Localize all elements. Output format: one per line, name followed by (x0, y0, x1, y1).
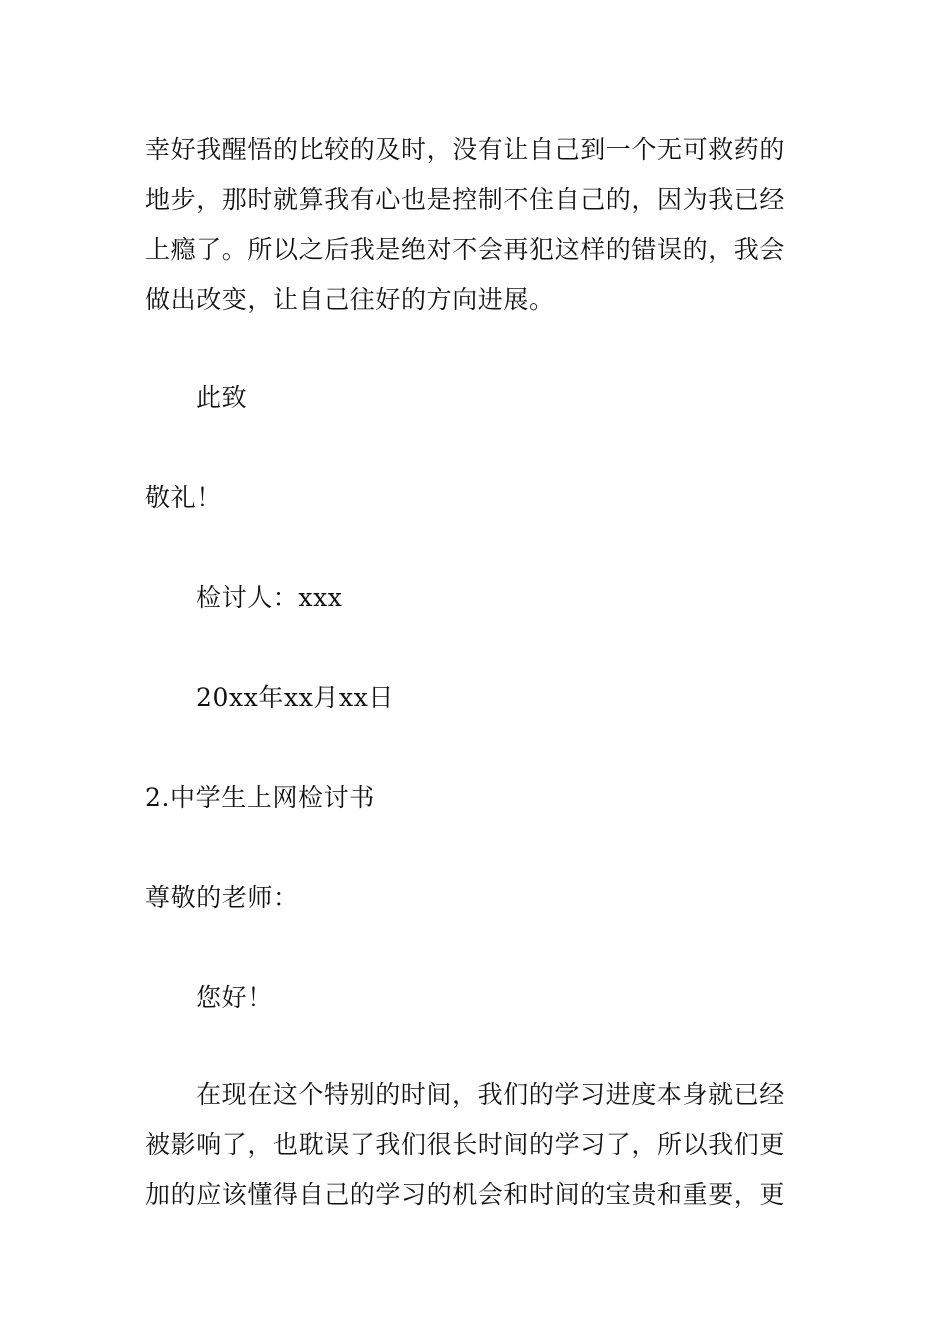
date-text: 20xx年xx月xx日 (196, 683, 395, 712)
paragraph1-line-3: 上瘾了。所以之后我是绝对不会再犯这样的错误的，我会 (145, 235, 786, 264)
paragraph1-line-2: 地步，那时就算我有心也是控制不住自己的，因为我已经 (145, 185, 786, 214)
paragraph1-line-1: 幸好我醒悟的比较的及时，没有让自己到一个无可救药的 (145, 135, 786, 164)
paragraph2-line-2: 被影响了，也耽误了我们很长时间的学习了，所以我们更 (145, 1130, 786, 1159)
section-title: 2.中学生上网检讨书 (145, 783, 375, 812)
greeting-text: 尊敬的老师： (145, 883, 299, 912)
signature-text: 检讨人：xxx (196, 583, 343, 612)
hello-text: 您好！ (196, 983, 273, 1012)
paragraph2-line-1: 在现在这个特别的时间，我们的学习进度本身就已经 (196, 1080, 785, 1109)
paragraph2-line-3: 加的应该懂得自己的学习的机会和时间的宝贵和重要，更 (145, 1180, 786, 1209)
closing-text: 此致 (196, 383, 248, 412)
paragraph1-line-4: 做出改变，让自己往好的方向进展。 (145, 285, 555, 314)
salute-text: 敬礼！ (145, 483, 222, 512)
